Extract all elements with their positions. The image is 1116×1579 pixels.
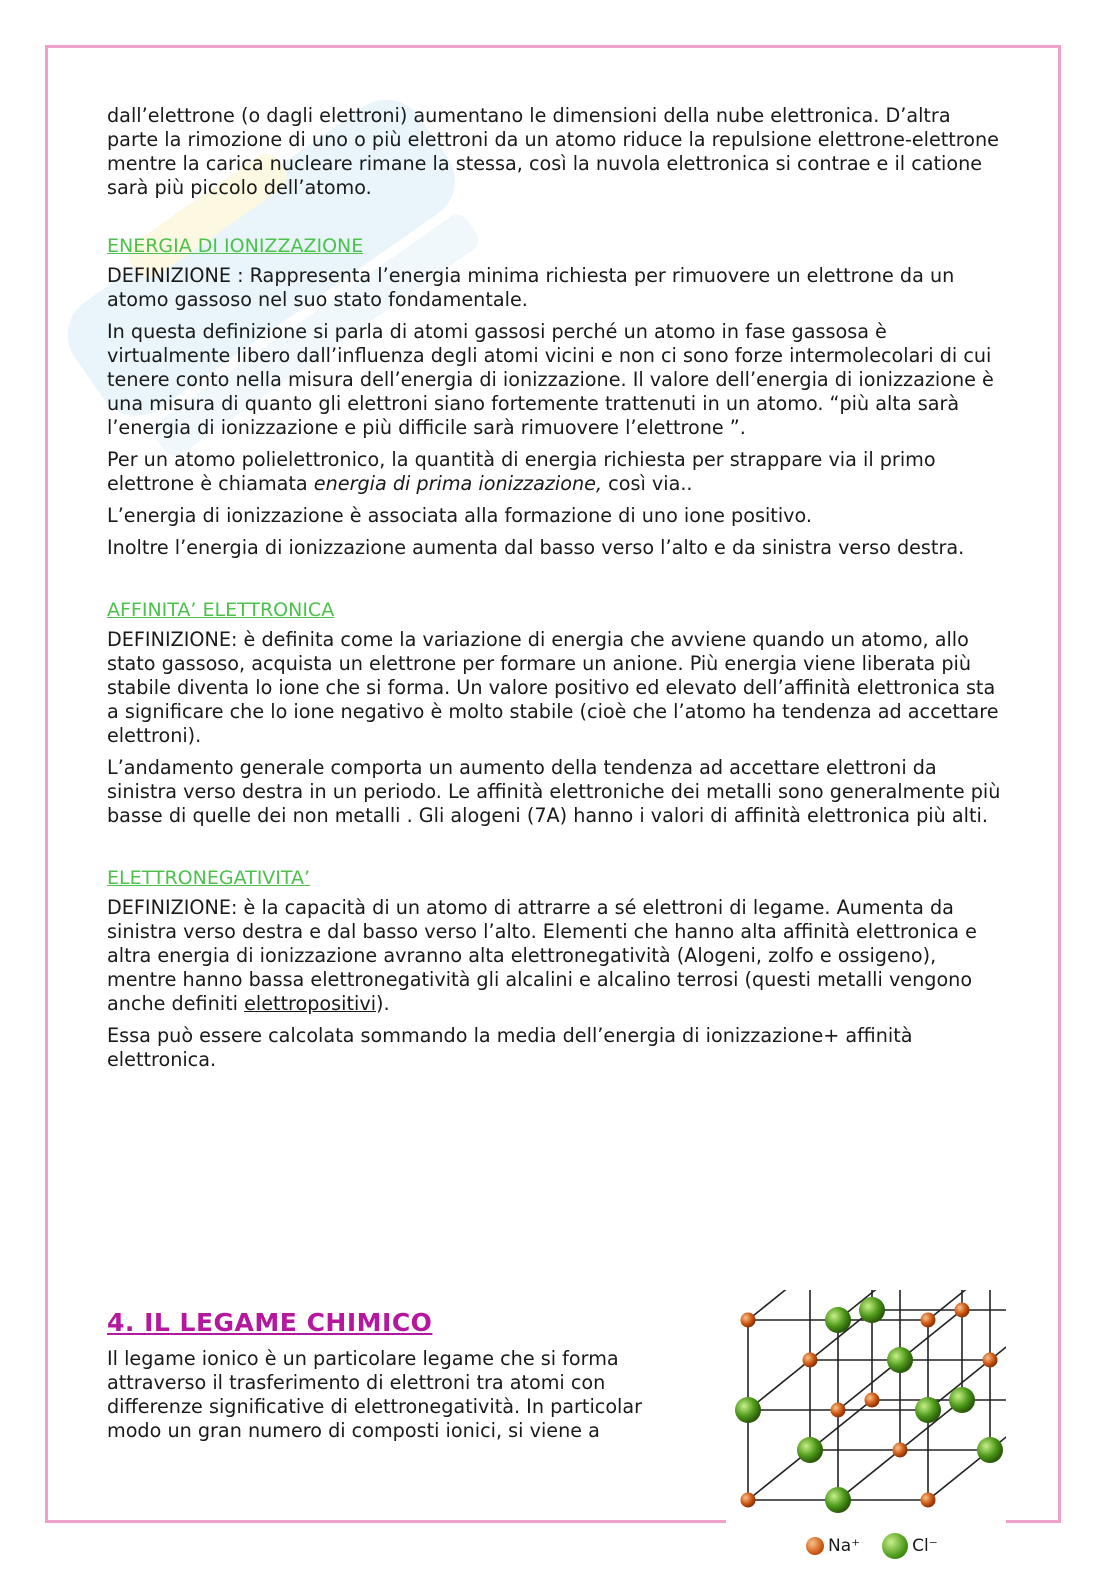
section-title-affinity: AFFINITA’ ELETTRONICA [107,599,335,621]
chapter-paragraph: Il legame ionico è un particolare legame che si forma attraverso il trasferimento di elettroni tra atomi con differenze significative di elettronegatività. In particolar modo un gran numero di composti ionici, si viene a [107,1347,643,1442]
ionization-definition: DEFINIZIONE : Rappresenta l’energia minima richiesta per rimuovere un elettrone da un atomo gassoso nel suo stato fondamentale. [107,264,955,311]
sodium-ion [921,1493,936,1508]
chloride-ion [859,1297,885,1323]
chloride-ion [977,1437,1003,1463]
electronegativity-definition [107,896,1002,1016]
chloride-ion-icon [882,1533,908,1559]
ionization-paragraph-4: L’energia di ionizzazione è associata alla formazione di uno ione positivo. [107,504,813,527]
legend-cl-label: Cl⁻ [912,1536,938,1556]
chloride-ion [825,1307,851,1333]
sodium-ion [983,1353,998,1368]
ionization-paragraph-2: In questa definizione si parla di atomi gassosi perché un atomo in fase gassosa è virtualmente libero dall’influenza degli atomi vicini e non ci sono forze intermolecolari di cui tenere conto nella misura dell’energia di ionizzazione. Il valore dell’energia di ionizzazione è una misura di quanto gli elettroni siano fortemente trattenuti in un atomo. “più alta sarà l’energia di ionizzazione e più difficile sarà rimuovere l’elettrone ”. [107,320,994,439]
electronegativity-p1-before: DEFINIZIONE: è la capacità di un atomo di attrarre a sé elettroni di legame. Aumenta da sinistra verso destra e dal basso verso l’alto. Elementi che hanno alta affinità elettronica e altra energia di ionizzazione avranno alta elettronegatività (Alogeni, zolfo e ossigeno), mentre hanno bassa elettronegatività gli alcalini e alcalino terrosi (questi metalli vengono anche definiti [107,896,977,1015]
chapter-title: 4. IL LEGAME CHIMICO [107,1308,433,1337]
sodium-ion [803,1353,818,1368]
sodium-ion [921,1313,936,1328]
ionization-p3-italic: energia di prima ionizzazione, [313,472,603,495]
chloride-ion [825,1487,851,1513]
sodium-ion [955,1303,970,1318]
chloride-ion [887,1347,913,1373]
section-title-electronegativity: ELETTRONEGATIVITA’ [107,867,311,889]
ionization-p3-after: così via.. [602,472,693,495]
sodium-ion [831,1403,846,1418]
chapter-section [107,1308,707,1443]
section-title-ionization: ENERGIA DI IONIZZAZIONE [107,235,364,257]
affinity-definition: DEFINIZIONE: è definita come la variazione di energia che avviene quando un atomo, allo stato gassoso, acquista un elettrone per formare un anione. Più energia viene liberata più stabile diventa lo ione che si forma. Un valore positivo ed elevato dell’affinità elettronica sta a significare che lo ione negativo è molto stabile (cioè che l’atomo ha tendenza ad accettare elettroni). [107,628,999,747]
chloride-ion [915,1397,941,1423]
crystal-legend [806,1533,938,1559]
sodium-ion [741,1313,756,1328]
legend-na-label: Na⁺ [828,1536,861,1556]
ionization-paragraph-5: Inoltre l’energia di ionizzazione aumenta dal basso verso l’alto e da sinistra verso destra. [107,536,965,559]
chloride-ion [735,1397,761,1423]
intro-paragraph: dall’elettrone (o dagli elettroni) aumentano le dimensioni della nube elettronica. D’altra parte la rimozione di uno o più elettroni da un atomo riduce la repulsione elettrone-elettrone mentre la carica nucleare rimane la stessa, così la nuvola elettronica si contrae e il catione sarà più piccolo dell’atomo. [107,104,999,199]
chloride-ion [949,1387,975,1413]
ionization-paragraph-3 [107,448,1002,496]
sodium-ion-icon [806,1537,824,1555]
nacl-lattice-diagram [726,1290,1006,1530]
electronegativity-p1-after: ). [376,992,390,1015]
chloride-ion [797,1437,823,1463]
sodium-ion [741,1493,756,1508]
affinity-paragraph-2: L’andamento generale comporta un aumento della tendenza ad accettare elettroni da sinistra verso destra in un periodo. Le affinità elettroniche dei metalli sono generalmente più basse di quelle dei non metalli . Gli alogeni (7A) hanno i valori di affinità elettronica più alti. [107,756,1001,827]
electronegativity-paragraph-2: Essa può essere calcolata sommando la media dell’energia di ionizzazione+ affinità elettronica. [107,1024,913,1071]
lattice-bond [990,1310,1006,1360]
sodium-ion [893,1443,908,1458]
electropositive-term: elettropositivi [244,992,377,1015]
ionization-p3-before: Per un atomo polielettronico, la quantità di energia richiesta per strappare via il primo elettrone è chiamata [107,448,936,495]
lattice-bond [748,1290,810,1320]
sodium-ion [865,1393,880,1408]
main-content [107,104,1002,1080]
